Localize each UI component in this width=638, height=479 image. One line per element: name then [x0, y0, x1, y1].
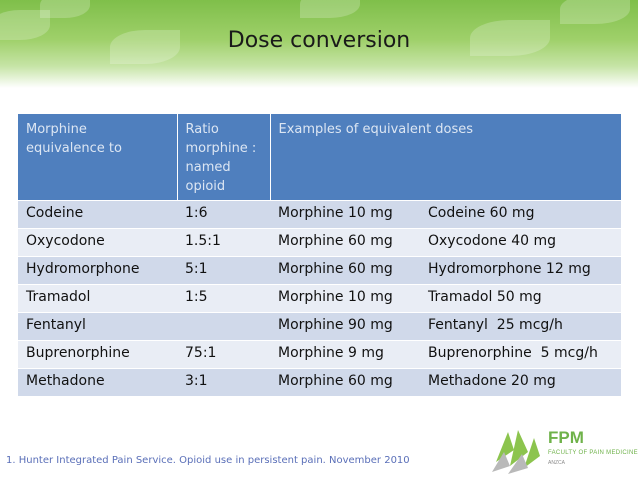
slide-title: Dose conversion	[227, 28, 411, 53]
ratio-cell: 3:1	[177, 369, 270, 397]
morphine-dose-cell: Morphine 10 mg	[270, 285, 420, 313]
leaf-decoration	[560, 0, 630, 24]
table-row	[18, 201, 621, 229]
dose-conversion-table	[18, 114, 621, 396]
table-row	[18, 257, 621, 285]
morphine-dose-cell: Morphine 10 mg	[270, 201, 420, 229]
opioid-cell: Hydromorphone	[18, 257, 177, 285]
equivalent-dose-cell: Fentanyl 25 mcg/h	[420, 313, 621, 341]
table-row	[18, 369, 621, 397]
footnote-reference: 1. Hunter Integrated Pain Service. Opioid use in persistent pain. November 2010	[6, 455, 410, 466]
header-equivalence: Morphine equivalence to	[18, 114, 177, 201]
morphine-dose-cell: Morphine 60 mg	[270, 257, 420, 285]
opioid-cell: Tramadol	[18, 285, 177, 313]
fpm-logo	[486, 420, 638, 479]
logo-org: ANZCA	[548, 460, 565, 466]
logo-subtitle: FACULTY OF PAIN MEDICINE	[548, 450, 638, 456]
table-row	[18, 313, 621, 341]
opioid-cell: Fentanyl	[18, 313, 177, 341]
header-examples: Examples of equivalent doses	[270, 114, 621, 201]
equivalent-dose-cell: Tramadol 50 mg	[420, 285, 621, 313]
morphine-dose-cell: Morphine 60 mg	[270, 229, 420, 257]
table-header-row	[18, 114, 621, 201]
morphine-dose-cell: Morphine 60 mg	[270, 369, 420, 397]
opioid-cell: Oxycodone	[18, 229, 177, 257]
ratio-cell: 1.5:1	[177, 229, 270, 257]
logo-wordmark: FPM	[548, 428, 584, 447]
ratio-cell	[177, 313, 270, 341]
morphine-dose-cell: Morphine 9 mg	[270, 341, 420, 369]
opioid-cell: Codeine	[18, 201, 177, 229]
opioid-cell: Methadone	[18, 369, 177, 397]
table-row	[18, 285, 621, 313]
table-row	[18, 229, 621, 257]
equivalent-dose-cell: Methadone 20 mg	[420, 369, 621, 397]
table-row	[18, 341, 621, 369]
fpm-leaf-emblem-icon	[488, 422, 546, 476]
leaf-decoration	[40, 0, 90, 18]
equivalent-dose-cell: Buprenorphine 5 mcg/h	[420, 341, 621, 369]
opioid-cell: Buprenorphine	[18, 341, 177, 369]
leaf-decoration	[300, 0, 360, 18]
equivalent-dose-cell: Oxycodone 40 mg	[420, 229, 621, 257]
ratio-cell: 5:1	[177, 257, 270, 285]
header-ratio: Ratio morphine : named opioid	[177, 114, 270, 201]
ratio-cell: 75:1	[177, 341, 270, 369]
morphine-dose-cell: Morphine 90 mg	[270, 313, 420, 341]
equivalent-dose-cell: Codeine 60 mg	[420, 201, 621, 229]
ratio-cell: 1:6	[177, 201, 270, 229]
ratio-cell: 1:5	[177, 285, 270, 313]
equivalent-dose-cell: Hydromorphone 12 mg	[420, 257, 621, 285]
